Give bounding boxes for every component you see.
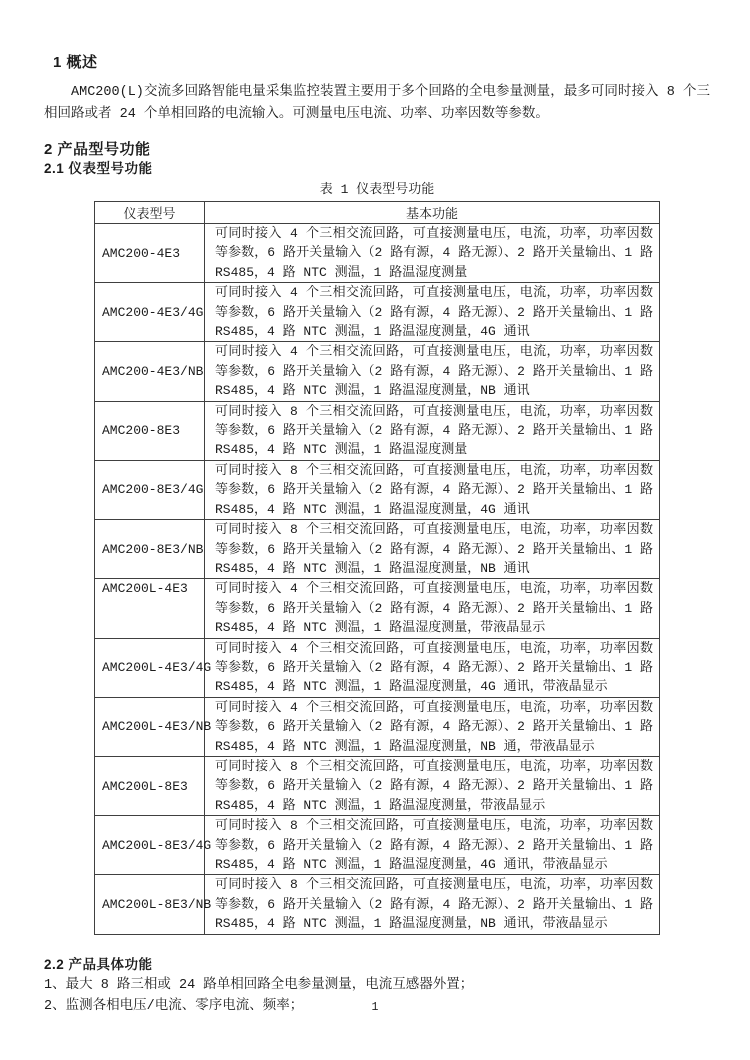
table-row [95, 756, 660, 815]
function-cell: 可同时接入 8 个三相交流回路，可直接测量电压，电流，功率，功率因数等参数，6 路开关量输入（2 路有源，4 路无源）、2 路开关量输出、1 路 RS485，4 路 NTC 测温，1 路温湿度测量，NB 通讯 [205, 520, 660, 579]
table-row [95, 520, 660, 579]
model-cell: AMC200L-8E3 [95, 756, 205, 815]
table-row [95, 697, 660, 756]
function-cell: 可同时接入 8 个三相交流回路，可直接测量电压，电流，功率，功率因数等参数，6 路开关量输入（2 路有源，4 路无源）、2 路开关量输出、1 路 RS485，4 路 NTC 测温，1 路温湿度测量，带液晶显示 [205, 756, 660, 815]
table-row [95, 460, 660, 519]
model-cell: AMC200L-4E3/4G [95, 638, 205, 697]
function-cell: 可同时接入 8 个三相交流回路，可直接测量电压，电流，功率，功率因数等参数，6 路开关量输入（2 路有源，4 路无源）、2 路开关量输出、1 路 RS485，4 路 NTC 测温，1 路温湿度测量 [205, 401, 660, 460]
model-cell: AMC200L-8E3/4G [95, 816, 205, 875]
function-cell: 可同时接入 4 个三相交流回路，可直接测量电压，电流，功率，功率因数等参数，6 路开关量输入（2 路有源，4 路无源）、2 路开关量输出、1 路 RS485，4 路 NTC 测温，1 路温湿度测量，4G 通讯 [205, 283, 660, 342]
model-cell: AMC200-4E3 [95, 224, 205, 283]
model-cell: AMC200-4E3/4G [95, 283, 205, 342]
table-row [95, 401, 660, 460]
function-cell: 可同时接入 4 个三相交流回路，可直接测量电压，电流，功率，功率因数等参数，6 路开关量输入（2 路有源，4 路无源）、2 路开关量输出、1 路 RS485，4 路 NTC 测温，1 路温湿度测量，NB 通讯 [205, 342, 660, 401]
table-row [95, 816, 660, 875]
table-row [95, 875, 660, 934]
table-row [95, 224, 660, 283]
heading-product-models: 2 产品型号功能 [44, 141, 151, 158]
table-header-row [95, 202, 660, 224]
intro-paragraph: AMC200(L)交流多回路智能电量采集监控装置主要用于多个回路的全电参量测量，最多可同时接入 8 个三相回路或者 24 个单相回路的电流输入。可测量电压电流、功率、功率因数等参数。 [44, 85, 710, 122]
table-row [95, 579, 660, 638]
meter-model-function-table [94, 201, 660, 935]
feature-list-item: 1、最大 8 路三相或 24 路单相回路全电参量测量，电流互感器外置； [44, 977, 474, 993]
page-number: 1 [371, 1001, 379, 1014]
table-row [95, 342, 660, 401]
function-cell: 可同时接入 8 个三相交流回路，可直接测量电压，电流，功率，功率因数等参数，6 路开关量输入（2 路有源，4 路无源）、2 路开关量输出、1 路 RS485，4 路 NTC 测温，1 路温湿度测量，4G 通讯 [205, 460, 660, 519]
model-cell: AMC200L-8E3/NB [95, 875, 205, 934]
heading-overview: 1 概述 [53, 54, 98, 71]
column-header-function: 基本功能 [205, 202, 660, 224]
function-cell: 可同时接入 4 个三相交流回路，可直接测量电压，电流，功率，功率因数等参数，6 路开关量输入（2 路有源，4 路无源）、2 路开关量输出、1 路 RS485，4 路 NTC 测温，1 路温湿度测量，NB 通，带液晶显示 [205, 697, 660, 756]
model-cell: AMC200L-4E3/NB [95, 697, 205, 756]
table-row [95, 283, 660, 342]
function-cell: 可同时接入 8 个三相交流回路，可直接测量电压，电流，功率，功率因数等参数，6 路开关量输入（2 路有源，4 路无源）、2 路开关量输出、1 路 RS485，4 路 NTC 测温，1 路温湿度测量，NB 通讯，带液晶显示 [205, 875, 660, 934]
model-cell: AMC200L-4E3 [95, 579, 205, 638]
feature-list-item: 2、监测各相电压/电流、零序电流、频率； [44, 998, 304, 1014]
function-cell: 可同时接入 8 个三相交流回路，可直接测量电压，电流，功率，功率因数等参数，6 路开关量输入（2 路有源，4 路无源）、2 路开关量输出、1 路 RS485，4 路 NTC 测温，1 路温湿度测量，4G 通讯，带液晶显示 [205, 816, 660, 875]
table-row [95, 638, 660, 697]
model-cell: AMC200-4E3/NB [95, 342, 205, 401]
subheading-meter-model-functions: 2.1 仪表型号功能 [44, 161, 153, 176]
model-cell: AMC200-8E3/NB [95, 520, 205, 579]
model-cell: AMC200-8E3/4G [95, 460, 205, 519]
function-cell: 可同时接入 4 个三相交流回路，可直接测量电压，电流，功率，功率因数等参数，6 路开关量输入（2 路有源，4 路无源）、2 路开关量输出、1 路 RS485，4 路 NTC 测温，1 路温湿度测量 [205, 224, 660, 283]
model-cell: AMC200-8E3 [95, 401, 205, 460]
function-cell: 可同时接入 4 个三相交流回路，可直接测量电压，电流，功率，功率因数等参数，6 路开关量输入（2 路有源，4 路无源）、2 路开关量输出、1 路 RS485，4 路 NTC 测温，1 路温湿度测量，带液晶显示 [205, 579, 660, 638]
table-caption: 表 1 仪表型号功能 [319, 182, 435, 197]
column-header-model: 仪表型号 [95, 202, 205, 224]
function-cell: 可同时接入 4 个三相交流回路，可直接测量电压，电流，功率，功率因数等参数，6 路开关量输入（2 路有源，4 路无源）、2 路开关量输出、1 路 RS485，4 路 NTC 测温，1 路温湿度测量，4G 通讯，带液晶显示 [205, 638, 660, 697]
subheading-product-specific-functions: 2.2 产品具体功能 [44, 956, 153, 972]
